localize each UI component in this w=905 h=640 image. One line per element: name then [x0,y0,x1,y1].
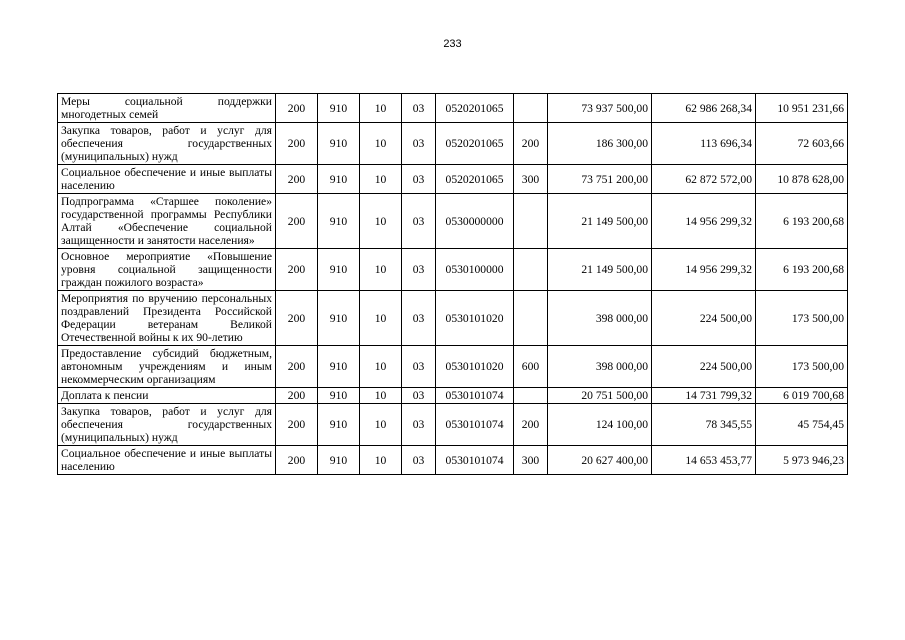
executed-amount-cell: 14 956 299,32 [652,249,756,291]
planned-amount-cell: 73 937 500,00 [548,94,652,123]
admin-code-cell: 200 [276,94,318,123]
executed-amount-cell: 224 500,00 [652,346,756,388]
row-name-cell: Закупка товаров, работ и услуг для обеспечения государственных (муниципальных) нужд [58,404,276,446]
subsection-code-cell: 03 [402,291,436,346]
planned-amount-cell: 124 100,00 [548,404,652,446]
target-article-cell: 0530101074 [436,388,514,404]
row-name-cell: Подпрограмма «Старшее поколение» государственной программы Республики Алтай «Обеспечение социальной защищенности и занятости населения» [58,194,276,249]
expense-type-cell [514,194,548,249]
ministry-code-cell: 910 [318,165,360,194]
section-code-cell: 10 [360,404,402,446]
admin-code-cell: 200 [276,388,318,404]
table-body [58,94,848,475]
section-code-cell: 10 [360,194,402,249]
table-row [58,291,848,346]
planned-amount-cell: 21 149 500,00 [548,194,652,249]
admin-code-cell: 200 [276,123,318,165]
subsection-code-cell: 03 [402,388,436,404]
planned-amount-cell: 186 300,00 [548,123,652,165]
target-article-cell: 0530000000 [436,194,514,249]
row-name-cell: Меры социальной поддержки многодетных семей [58,94,276,123]
executed-amount-cell: 62 872 572,00 [652,165,756,194]
remaining-amount-cell: 45 754,45 [756,404,848,446]
remaining-amount-cell: 173 500,00 [756,346,848,388]
planned-amount-cell: 21 149 500,00 [548,249,652,291]
ministry-code-cell: 910 [318,123,360,165]
target-article-cell: 0530101020 [436,291,514,346]
admin-code-cell: 200 [276,346,318,388]
section-code-cell: 10 [360,346,402,388]
section-code-cell: 10 [360,165,402,194]
admin-code-cell: 200 [276,291,318,346]
table-row [58,94,848,123]
expense-type-cell [514,388,548,404]
row-name-cell: Основное мероприятие «Повышение уровня социальной защищенности граждан пожилого возраста» [58,249,276,291]
section-code-cell: 10 [360,249,402,291]
executed-amount-cell: 14 731 799,32 [652,388,756,404]
expense-type-cell: 200 [514,404,548,446]
executed-amount-cell: 224 500,00 [652,291,756,346]
remaining-amount-cell: 6 193 200,68 [756,194,848,249]
ministry-code-cell: 910 [318,388,360,404]
target-article-cell: 0520201065 [436,165,514,194]
executed-amount-cell: 62 986 268,34 [652,94,756,123]
table-row [58,346,848,388]
budget-table [57,93,848,475]
row-name-cell: Доплата к пенсии [58,388,276,404]
table-row [58,123,848,165]
row-name-cell: Мероприятия по вручению персональных поздравлений Президента Российской Федерации ветеранам Великой Отечественной войны к их 90-летию [58,291,276,346]
target-article-cell: 0530101074 [436,404,514,446]
planned-amount-cell: 20 627 400,00 [548,446,652,475]
row-name-cell: Закупка товаров, работ и услуг для обеспечения государственных (муниципальных) нужд [58,123,276,165]
row-name-cell: Социальное обеспечение и иные выплаты населению [58,446,276,475]
executed-amount-cell: 113 696,34 [652,123,756,165]
section-code-cell: 10 [360,123,402,165]
row-name-cell: Предоставление субсидий бюджетным, автономным учреждениям и иным некоммерческим организациям [58,346,276,388]
subsection-code-cell: 03 [402,249,436,291]
ministry-code-cell: 910 [318,94,360,123]
ministry-code-cell: 910 [318,404,360,446]
ministry-code-cell: 910 [318,194,360,249]
expense-type-cell: 300 [514,165,548,194]
section-code-cell: 10 [360,291,402,346]
remaining-amount-cell: 5 973 946,23 [756,446,848,475]
subsection-code-cell: 03 [402,94,436,123]
table-row [58,446,848,475]
table-row [58,249,848,291]
expense-type-cell: 600 [514,346,548,388]
expense-type-cell [514,94,548,123]
target-article-cell: 0520201065 [436,123,514,165]
admin-code-cell: 200 [276,404,318,446]
ministry-code-cell: 910 [318,249,360,291]
section-code-cell: 10 [360,94,402,123]
target-article-cell: 0530101074 [436,446,514,475]
subsection-code-cell: 03 [402,165,436,194]
remaining-amount-cell: 6 193 200,68 [756,249,848,291]
subsection-code-cell: 03 [402,123,436,165]
table-row [58,194,848,249]
target-article-cell: 0530100000 [436,249,514,291]
remaining-amount-cell: 10 878 628,00 [756,165,848,194]
planned-amount-cell: 398 000,00 [548,346,652,388]
remaining-amount-cell: 10 951 231,66 [756,94,848,123]
subsection-code-cell: 03 [402,346,436,388]
expense-type-cell: 300 [514,446,548,475]
planned-amount-cell: 20 751 500,00 [548,388,652,404]
executed-amount-cell: 14 956 299,32 [652,194,756,249]
ministry-code-cell: 910 [318,446,360,475]
subsection-code-cell: 03 [402,446,436,475]
expense-type-cell [514,291,548,346]
ministry-code-cell: 910 [318,346,360,388]
row-name-cell: Социальное обеспечение и иные выплаты населению [58,165,276,194]
planned-amount-cell: 398 000,00 [548,291,652,346]
remaining-amount-cell: 173 500,00 [756,291,848,346]
section-code-cell: 10 [360,446,402,475]
executed-amount-cell: 14 653 453,77 [652,446,756,475]
admin-code-cell: 200 [276,165,318,194]
page-number: 233 [443,38,462,50]
ministry-code-cell: 910 [318,291,360,346]
subsection-code-cell: 03 [402,404,436,446]
section-code-cell: 10 [360,388,402,404]
target-article-cell: 0530101020 [436,346,514,388]
table-row [58,404,848,446]
subsection-code-cell: 03 [402,194,436,249]
expense-type-cell [514,249,548,291]
admin-code-cell: 200 [276,194,318,249]
executed-amount-cell: 78 345,55 [652,404,756,446]
remaining-amount-cell: 72 603,66 [756,123,848,165]
admin-code-cell: 200 [276,446,318,475]
table-row [58,388,848,404]
remaining-amount-cell: 6 019 700,68 [756,388,848,404]
expense-type-cell: 200 [514,123,548,165]
admin-code-cell: 200 [276,249,318,291]
target-article-cell: 0520201065 [436,94,514,123]
planned-amount-cell: 73 751 200,00 [548,165,652,194]
table-row [58,165,848,194]
